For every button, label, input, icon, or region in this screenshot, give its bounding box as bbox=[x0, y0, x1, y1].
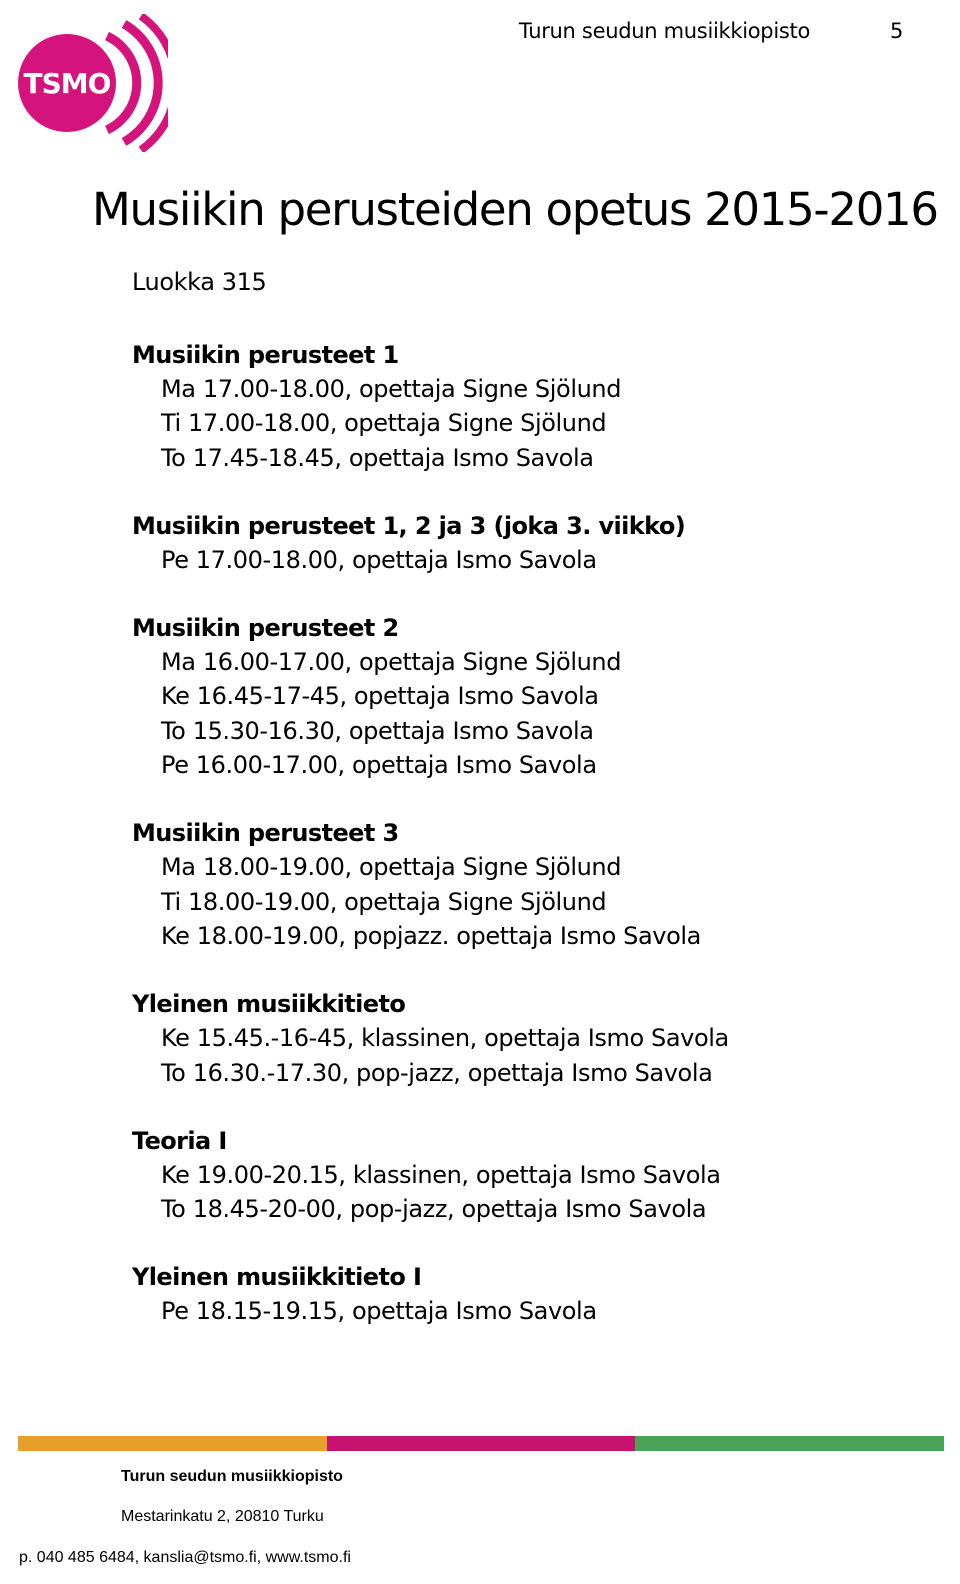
schedule-entry: To 16.30.-17.30, pop-jazz, opettaja Ismo Savola bbox=[161, 1058, 713, 1087]
schedule-entry: Ke 15.45.-16-45, klassinen, opettaja Ismo Savola bbox=[161, 1024, 729, 1053]
schedule-entry: To 17.45-18.45, opettaja Ismo Savola bbox=[161, 443, 594, 472]
schedule-entries bbox=[132, 1294, 912, 1328]
schedule-entries bbox=[132, 543, 912, 577]
schedule-section bbox=[132, 338, 912, 475]
tsmo-logo bbox=[12, 14, 168, 152]
schedule-section bbox=[132, 611, 912, 782]
header-organization: Turun seudun musiikkiopisto bbox=[518, 19, 810, 43]
schedule-entry: Ma 17.00-18.00, opettaja Signe Sjölund bbox=[161, 375, 622, 403]
section-title: Musiikin perusteet 3 bbox=[132, 819, 399, 848]
schedule-entry: To 18.45-20-00, pop-jazz, opettaja Ismo Savola bbox=[161, 1195, 707, 1224]
schedule-entries bbox=[132, 1021, 912, 1090]
section-title: Musiikin perusteet 2 bbox=[132, 614, 399, 643]
footer-color-bar bbox=[18, 1436, 944, 1451]
schedule-section bbox=[132, 1124, 912, 1227]
footer-organization: Turun seudun musiikkiopisto bbox=[121, 1468, 343, 1485]
schedule-entries bbox=[132, 850, 912, 953]
schedule-section bbox=[132, 1260, 912, 1328]
schedule-entries bbox=[132, 1158, 912, 1227]
section-title: Teoria I bbox=[132, 1126, 227, 1155]
page-number: 5 bbox=[890, 19, 904, 43]
schedule-entry: To 15.30-16.30, opettaja Ismo Savola bbox=[161, 716, 594, 745]
section-title: Yleinen musiikkitieto I bbox=[132, 1263, 422, 1292]
schedule-section bbox=[132, 509, 912, 577]
schedule-entry: Pe 17.00-18.00, opettaja Ismo Savola bbox=[161, 545, 597, 574]
color-bar-segment bbox=[18, 1436, 327, 1451]
schedule-section bbox=[132, 987, 912, 1090]
schedule-entries bbox=[132, 372, 912, 475]
color-bar-segment bbox=[635, 1436, 944, 1451]
schedule-entry: Pe 18.15-19.15, opettaja Ismo Savola bbox=[161, 1297, 597, 1326]
schedule-entries bbox=[132, 645, 912, 782]
document-title: Musiikin perusteiden opetus 2015-2016 bbox=[92, 183, 938, 236]
schedule-entry: Ma 18.00-19.00, opettaja Signe Sjölund bbox=[161, 853, 622, 882]
color-bar-segment bbox=[327, 1436, 636, 1451]
schedule-entry: Ti 18.00-19.00, opettaja Signe Sjölund bbox=[161, 887, 607, 916]
footer-address: Mestarinkatu 2, 20810 Turku bbox=[121, 1508, 324, 1525]
schedule-entry: Ma 16.00-17.00, opettaja Signe Sjölund bbox=[161, 648, 622, 677]
schedule-entry: Ti 17.00-18.00, opettaja Signe Sjölund bbox=[161, 409, 607, 438]
section-title: Musiikin perusteet 1, 2 ja 3 (joka 3. viikko) bbox=[132, 511, 686, 540]
schedule-section bbox=[132, 816, 912, 953]
schedule-list bbox=[132, 338, 912, 1363]
schedule-entry: Ke 16.45-17-45, opettaja Ismo Savola bbox=[161, 682, 599, 711]
section-title: Musiikin perusteet 1 bbox=[132, 341, 399, 369]
section-title: Yleinen musiikkitieto bbox=[132, 990, 406, 1019]
logo-text: TSMO bbox=[23, 67, 111, 100]
schedule-entry: Pe 16.00-17.00, opettaja Ismo Savola bbox=[161, 751, 597, 780]
schedule-entry: Ke 18.00-19.00, popjazz. opettaja Ismo Savola bbox=[161, 921, 701, 950]
schedule-entry: Ke 19.00-20.15, klassinen, opettaja Ismo Savola bbox=[161, 1160, 721, 1189]
footer-contact: p. 040 485 6484, kanslia@tsmo.fi, www.tsmo.fi bbox=[19, 1549, 351, 1566]
classroom-label: Luokka 315 bbox=[132, 268, 267, 296]
